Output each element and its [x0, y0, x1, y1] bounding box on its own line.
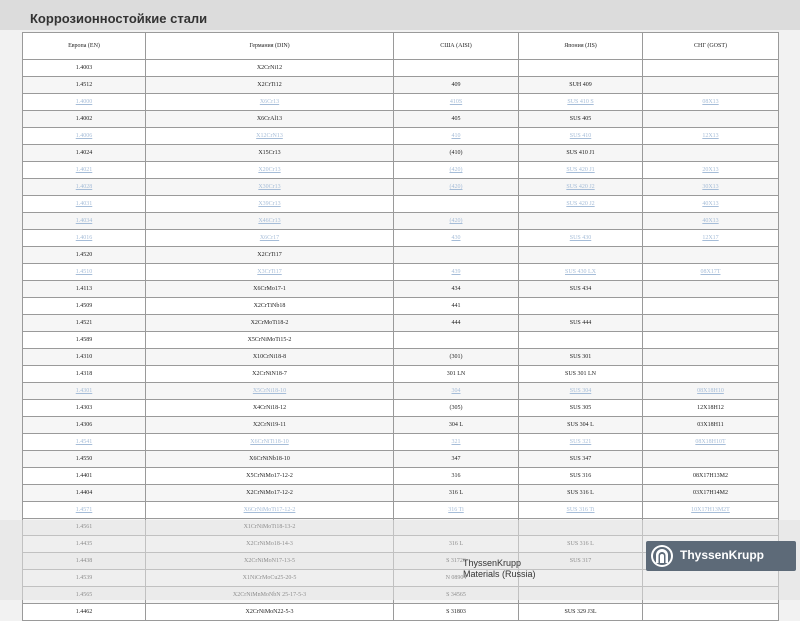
cell-jis: SUS 316 — [519, 468, 643, 485]
cell-en[interactable]: 1.4301 — [23, 383, 146, 400]
cell-gost — [643, 60, 779, 77]
cell-din: X2CrTiNb18 — [146, 298, 394, 315]
table-row[interactable] — [23, 383, 779, 400]
cell-en: 1.4462 — [23, 604, 146, 621]
cell-aisi: (305) — [394, 400, 519, 417]
cell-en: 1.4310 — [23, 349, 146, 366]
cell-aisi[interactable]: 304 — [394, 383, 519, 400]
cell-en: 1.4024 — [23, 145, 146, 162]
cell-gost[interactable]: 20X13 — [643, 162, 779, 179]
cell-gost[interactable]: 40X13 — [643, 213, 779, 230]
table-row — [23, 485, 779, 502]
cell-din[interactable]: X3CrTi17 — [146, 264, 394, 281]
footer-company — [463, 558, 536, 580]
table-header-row — [23, 33, 779, 60]
cell-aisi[interactable]: (420) — [394, 213, 519, 230]
cell-jis — [519, 332, 643, 349]
cell-aisi[interactable]: 410 — [394, 128, 519, 145]
cell-jis — [519, 247, 643, 264]
table-row — [23, 332, 779, 349]
cell-gost — [643, 604, 779, 621]
cell-din: X2CrNiMoN22-5-3 — [146, 604, 394, 621]
cell-aisi — [394, 332, 519, 349]
cell-jis[interactable]: SUS 420 J2 — [519, 196, 643, 213]
cell-jis — [519, 298, 643, 315]
table-row — [23, 417, 779, 434]
cell-aisi: (301) — [394, 349, 519, 366]
cell-jis[interactable]: SUS 420 J2 — [519, 179, 643, 196]
cell-gost — [643, 315, 779, 332]
cell-gost: 03X17H14M2 — [643, 485, 779, 502]
cell-jis: SUH 409 — [519, 77, 643, 94]
cell-en[interactable]: 1.4510 — [23, 264, 146, 281]
cell-din[interactable]: X30Cr13 — [146, 179, 394, 196]
table-row — [23, 349, 779, 366]
table-row — [23, 604, 779, 621]
table-row[interactable] — [23, 213, 779, 230]
table-row — [23, 145, 779, 162]
cell-din[interactable]: X6CrNiTi18-10 — [146, 434, 394, 451]
cell-aisi: 347 — [394, 451, 519, 468]
cell-aisi[interactable]: 316 Ti — [394, 502, 519, 519]
cell-aisi[interactable]: (420) — [394, 162, 519, 179]
table-row — [23, 468, 779, 485]
table-row — [23, 366, 779, 383]
cell-aisi: 441 — [394, 298, 519, 315]
cell-din: X10CrNi18-8 — [146, 349, 394, 366]
cell-jis: SUS 434 — [519, 281, 643, 298]
cell-en[interactable]: 1.4016 — [23, 230, 146, 247]
cell-jis[interactable]: SUS 430 — [519, 230, 643, 247]
cell-din: X6CrAl13 — [146, 111, 394, 128]
cell-gost[interactable]: 12X17 — [643, 230, 779, 247]
cell-aisi: S 31803 — [394, 604, 519, 621]
cell-aisi: 304 L — [394, 417, 519, 434]
cell-aisi[interactable]: 430 — [394, 230, 519, 247]
cell-din[interactable]: X46Cr13 — [146, 213, 394, 230]
cell-jis: SUS 329 J3L — [519, 604, 643, 621]
cell-gost — [643, 298, 779, 315]
cell-gost[interactable]: 08X18H10T — [643, 434, 779, 451]
thyssenkrupp-logo — [646, 541, 796, 571]
table-row — [23, 400, 779, 417]
cell-din: X2CrTi12 — [146, 77, 394, 94]
cell-din: X2CrMoTi18-2 — [146, 315, 394, 332]
cell-gost[interactable]: 10X17H13M2T — [643, 502, 779, 519]
cell-en: 1.4520 — [23, 247, 146, 264]
cell-gost — [643, 332, 779, 349]
cell-en[interactable]: 1.4034 — [23, 213, 146, 230]
cell-jis: SUS 305 — [519, 400, 643, 417]
cell-aisi: 405 — [394, 111, 519, 128]
cell-din[interactable]: X6CrNiMoTi17-12-2 — [146, 502, 394, 519]
cell-en[interactable]: 1.4006 — [23, 128, 146, 145]
cell-gost[interactable]: 08X18H10 — [643, 383, 779, 400]
cell-din[interactable]: X6Cr17 — [146, 230, 394, 247]
table-row[interactable] — [23, 128, 779, 145]
cell-din: X4CrNi18-12 — [146, 400, 394, 417]
cell-gost — [643, 349, 779, 366]
thyssenkrupp-arches-icon — [650, 544, 674, 568]
table-row[interactable] — [23, 179, 779, 196]
cell-en[interactable]: 1.4000 — [23, 94, 146, 111]
cell-gost — [643, 111, 779, 128]
cell-gost[interactable]: 40X13 — [643, 196, 779, 213]
cell-jis: SUS 304 L — [519, 417, 643, 434]
cell-din[interactable]: X12CrN13 — [146, 128, 394, 145]
cell-en: 1.4509 — [23, 298, 146, 315]
cell-jis: SUS 444 — [519, 315, 643, 332]
cell-aisi[interactable]: (420) — [394, 179, 519, 196]
table-row — [23, 247, 779, 264]
cell-en[interactable]: 1.4028 — [23, 179, 146, 196]
cell-jis[interactable]: SUS 304 — [519, 383, 643, 400]
cell-jis[interactable]: SUS 321 — [519, 434, 643, 451]
cell-en[interactable]: 1.4541 — [23, 434, 146, 451]
page-title: Коррозионностойкие стали — [30, 11, 208, 26]
cell-din: X6CrNiNb18-10 — [146, 451, 394, 468]
cell-gost[interactable]: 30X13 — [643, 179, 779, 196]
table-row[interactable] — [23, 230, 779, 247]
cell-din: X2CrNi19-11 — [146, 417, 394, 434]
cell-jis: SUS 405 — [519, 111, 643, 128]
column-header-din: Германия (DIN) — [146, 33, 394, 60]
logo-text: ThyssenKrupp — [680, 548, 765, 562]
cell-din: X5CrNiMo17-12-2 — [146, 468, 394, 485]
cell-en: 1.4404 — [23, 485, 146, 502]
column-header-aisi: США (AISI) — [394, 33, 519, 60]
table-row — [23, 315, 779, 332]
table-row[interactable] — [23, 264, 779, 281]
cell-en: 1.4512 — [23, 77, 146, 94]
cell-din: X6CrMo17-1 — [146, 281, 394, 298]
cell-jis[interactable] — [519, 213, 643, 230]
cell-din[interactable]: X6Cr13 — [146, 94, 394, 111]
cell-gost[interactable]: 08X13 — [643, 94, 779, 111]
cell-aisi — [394, 60, 519, 77]
cell-aisi: 444 — [394, 315, 519, 332]
cell-gost: 08X17H13M2 — [643, 468, 779, 485]
footer-company-line1: ThyssenKrupp — [463, 558, 522, 568]
cell-en: 1.4306 — [23, 417, 146, 434]
cell-jis[interactable]: SUS 420 J1 — [519, 162, 643, 179]
table-row[interactable] — [23, 196, 779, 213]
cell-en: 1.4401 — [23, 468, 146, 485]
table-row — [23, 77, 779, 94]
cell-din[interactable]: X39Cr13 — [146, 196, 394, 213]
cell-aisi: 316 L — [394, 485, 519, 502]
cell-aisi[interactable]: 439 — [394, 264, 519, 281]
column-header-jis: Япония (JIS) — [519, 33, 643, 60]
cell-en: 1.4003 — [23, 60, 146, 77]
cell-gost: 03X18H11 — [643, 417, 779, 434]
cell-din[interactable]: X5CrNi18-10 — [146, 383, 394, 400]
cell-aisi[interactable]: 321 — [394, 434, 519, 451]
cell-gost — [643, 247, 779, 264]
cell-aisi — [394, 247, 519, 264]
cell-gost[interactable]: 12X13 — [643, 128, 779, 145]
cell-aisi: 301 LN — [394, 366, 519, 383]
cell-en: 1.4002 — [23, 111, 146, 128]
column-header-en: Европа (EN) — [23, 33, 146, 60]
table-row[interactable] — [23, 502, 779, 519]
cell-aisi: (410) — [394, 145, 519, 162]
cell-gost[interactable]: 08X17T — [643, 264, 779, 281]
cell-jis[interactable]: SUS 430 LX — [519, 264, 643, 281]
cell-aisi: 434 — [394, 281, 519, 298]
cell-gost — [643, 366, 779, 383]
cell-en[interactable]: 1.4031 — [23, 196, 146, 213]
cell-jis: SUS 301 LN — [519, 366, 643, 383]
cell-gost — [643, 77, 779, 94]
cell-gost — [643, 281, 779, 298]
cell-en[interactable]: 1.4021 — [23, 162, 146, 179]
table-row[interactable] — [23, 434, 779, 451]
cell-jis: SUS 316 L — [519, 485, 643, 502]
table-row — [23, 281, 779, 298]
cell-jis: SUS 347 — [519, 451, 643, 468]
cell-din: X2CrTi17 — [146, 247, 394, 264]
cell-jis: SUS 301 — [519, 349, 643, 366]
cell-en[interactable]: 1.4571 — [23, 502, 146, 519]
cell-jis[interactable]: SUS 410 — [519, 128, 643, 145]
cell-din: X15Cr13 — [146, 145, 394, 162]
cell-aisi[interactable] — [394, 196, 519, 213]
cell-en: 1.4318 — [23, 366, 146, 383]
title-bar — [0, 0, 800, 30]
cell-jis[interactable]: SUS 316 Ti — [519, 502, 643, 519]
cell-en: 1.4589 — [23, 332, 146, 349]
cell-aisi: 409 — [394, 77, 519, 94]
cell-en: 1.4303 — [23, 400, 146, 417]
cell-en: 1.4113 — [23, 281, 146, 298]
table-row — [23, 298, 779, 315]
table-row — [23, 111, 779, 128]
cell-din: X5CrNiMoTi15-2 — [146, 332, 394, 349]
cell-din: X2CrNiMo17-12-2 — [146, 485, 394, 502]
cell-din: X2CrNiN18-7 — [146, 366, 394, 383]
cell-en: 1.4550 — [23, 451, 146, 468]
column-header-gost: СНГ (GOST) — [643, 33, 779, 60]
cell-aisi: 316 — [394, 468, 519, 485]
cell-jis — [519, 60, 643, 77]
footer-company-line2: Materials (Russia) — [463, 569, 536, 579]
cell-aisi[interactable]: 410S — [394, 94, 519, 111]
cell-gost — [643, 145, 779, 162]
cell-en: 1.4521 — [23, 315, 146, 332]
cell-din[interactable]: X20Cr13 — [146, 162, 394, 179]
table-row — [23, 451, 779, 468]
table-row[interactable] — [23, 162, 779, 179]
cell-jis[interactable]: SUS 410 S — [519, 94, 643, 111]
cell-gost: 12X18H12 — [643, 400, 779, 417]
cell-din: X2CrNi12 — [146, 60, 394, 77]
cell-jis: SUS 410 J1 — [519, 145, 643, 162]
cell-gost — [643, 451, 779, 468]
table-row — [23, 60, 779, 77]
table-row[interactable] — [23, 94, 779, 111]
